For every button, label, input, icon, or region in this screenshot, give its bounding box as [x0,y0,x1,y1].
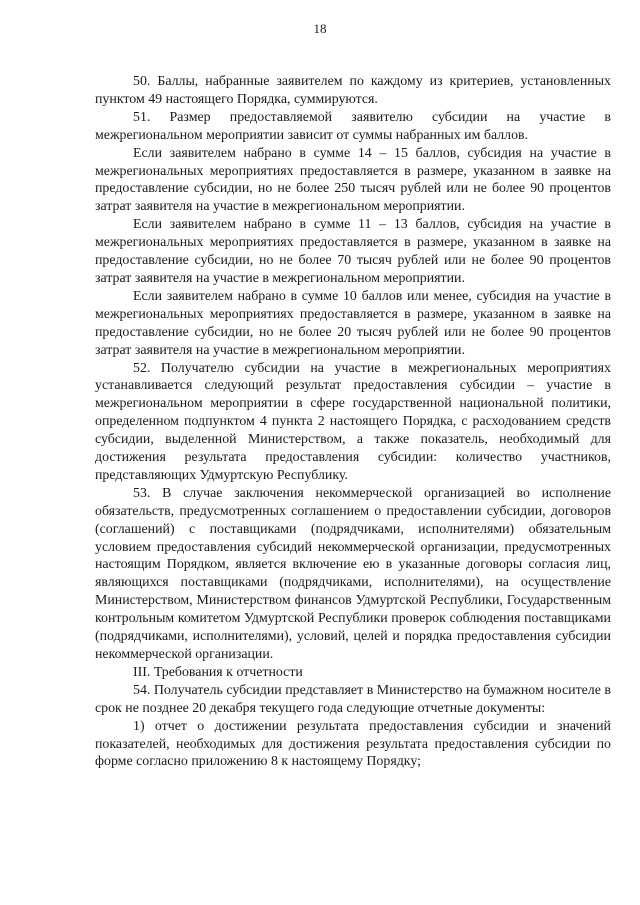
paragraph-51-score-11-13: Если заявителем набрано в сумме 11 – 13 баллов, субсидия на участие в межрегиональных мероприятиях предоставляется в размере, указанном в заявке на предоставление субсидии, но не более 70 тысяч рублей или не более 90 процентов затрат заявителя на участие в межрегиональном мероприятии. [95,217,611,286]
paragraph-50: 50. Баллы, набранные заявителем по каждому из критериев, установленных пунктом 49 настоящего Порядка, суммируются. [95,74,611,107]
section-heading: III. Требования к отчетности [133,664,303,680]
document-body [95,73,611,771]
paragraph-51: 51. Размер предоставляемой заявителю субсидии на участие в межрегиональном мероприятии зависит от суммы набранных им баллов. [95,109,611,143]
paragraph-53: 53. В случае заключения некоммерческой организацией во исполнение обязательств, предусмотренных соглашением о предоставлении субсидии, договоров (соглашений) с поставщиками (подрядчиками, исполнителями) обязательным условием предоставления субсидий некоммерческой организации, предусмотренных настоящим Порядком, является включение ею в указанные договоры согласия лиц, являющихся поставщиками (подрядчиками, исполнителями), на осуществление Министерством, Министерством финансов Удмуртской Республики, Государственным контрольным комитетом Удмуртской Республики проверок соблюдения поставщиками (подрядчиками, исполнителями), условий, целей и порядка предоставления субсидии некоммерческой организации. [95,485,611,662]
paragraph-51-score-10-or-less: Если заявителем набрано в сумме 10 баллов или менее, субсидия на участие в межрегиональных мероприятиях предоставляется в размере, указанном в заявке на предоставление субсидии, но не более 20 тысяч рублей или не более 90 процентов затрат заявителя на участие в межрегиональном мероприятии. [95,288,611,358]
paragraph-54: 54. Получатель субсидии представляет в Министерство на бумажном носителе в срок не позднее 20 декабря текущего года следующие отчетные документы: [95,682,611,716]
paragraph-54-item-1: 1) отчет о достижении результата предоставления субсидии и значений показателей, необходимых для достижения результата предоставления субсидии по форме согласно приложению 8 к настоящему Порядку; [95,718,611,770]
paragraph-52: 52. Получателю субсидии на участие в межрегиональных мероприятиях устанавливается следующий результат предоставления субсидии – участие в межрегиональном мероприятии в сфере государственной национальной политики, определенном подпунктом 4 пункта 2 настоящего Порядка, с расходованием средств субсидии, выделенной Министерством, а также показатель, необходимый для достижения результата предоставления субсидии: количество участников, представляющих Удмуртскую Республику. [95,360,611,483]
paragraph-51-score-14-15: Если заявителем набрано в сумме 14 – 15 баллов, субсидия на участие в межрегиональных мероприятиях предоставляется в размере, указанном в заявке на предоставление субсидии, но не более 250 тысяч рублей или не более 90 процентов затрат заявителя на участие в межрегиональном мероприятии. [95,145,611,215]
page-number: 18 [313,21,327,36]
